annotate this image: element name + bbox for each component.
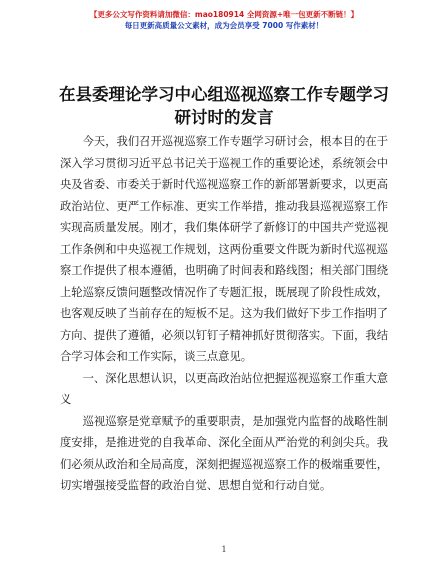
document-body [60,131,388,497]
page-number: 1 [221,545,227,554]
promo-banner-line-2: 每日更新高质量公文素材，成为会员享受 7000 写作素材！ [124,21,324,30]
document-title-line-1: 在县委理论学习中心组巡视巡察工作专题学习 [59,85,389,104]
document-title [30,83,418,129]
promo-banner [0,9,448,31]
paragraph-intro: 今天，我们召开巡视巡察工作专题学习研讨会，根本目的在于深入学习贯彻习近平总书记关于巡视工作的重要论述，系统领会中央及省委、市委关于新时代巡视巡察工作的新部署新要求，以更高政治站位、更严工作标准、更实工作举措，推动我县巡视巡察工作实现高质量发展。刚才，我们集体研学了新修订的中国共产党巡视工作条例和中央巡视工作规划，这两份重要文件既为新时代巡视巡察工作提供了根本遵循，也明确了时间表和路线图；相关部门围绕上轮巡察反馈问题整改情况作了专题汇报，既展现了阶段性成效，也客观反映了当前存在的短板不足。这为我们做好下步工作指明了方向、提供了遵循，必须以钉钉子精神抓好贯彻落实。下面，我结合学习体会和工作实际，谈三点意见。 [60,135,388,363]
promo-banner-line-1: 【更多公文写作资料请加微信：mao180914 全网资源+唯一包更新不断链！】 [89,10,359,19]
section-heading-1: 一、深化思想认识，以更高政治站位把握巡视巡察工作重大意义 [60,371,388,406]
paragraph-section-1: 巡视巡察是党章赋予的重要职责，是加强党内监督的战略性制度安排，是推进党的自我革命、深化全面从严治党的利剑尖兵。我们必须从政治和全局高度，深刻把握巡视巡察工作的极端重要性，切实增强接受监督的政治自觉、思想自觉和行动自觉。 [60,414,388,492]
document-title-line-2: 研讨时的发言 [174,108,274,127]
